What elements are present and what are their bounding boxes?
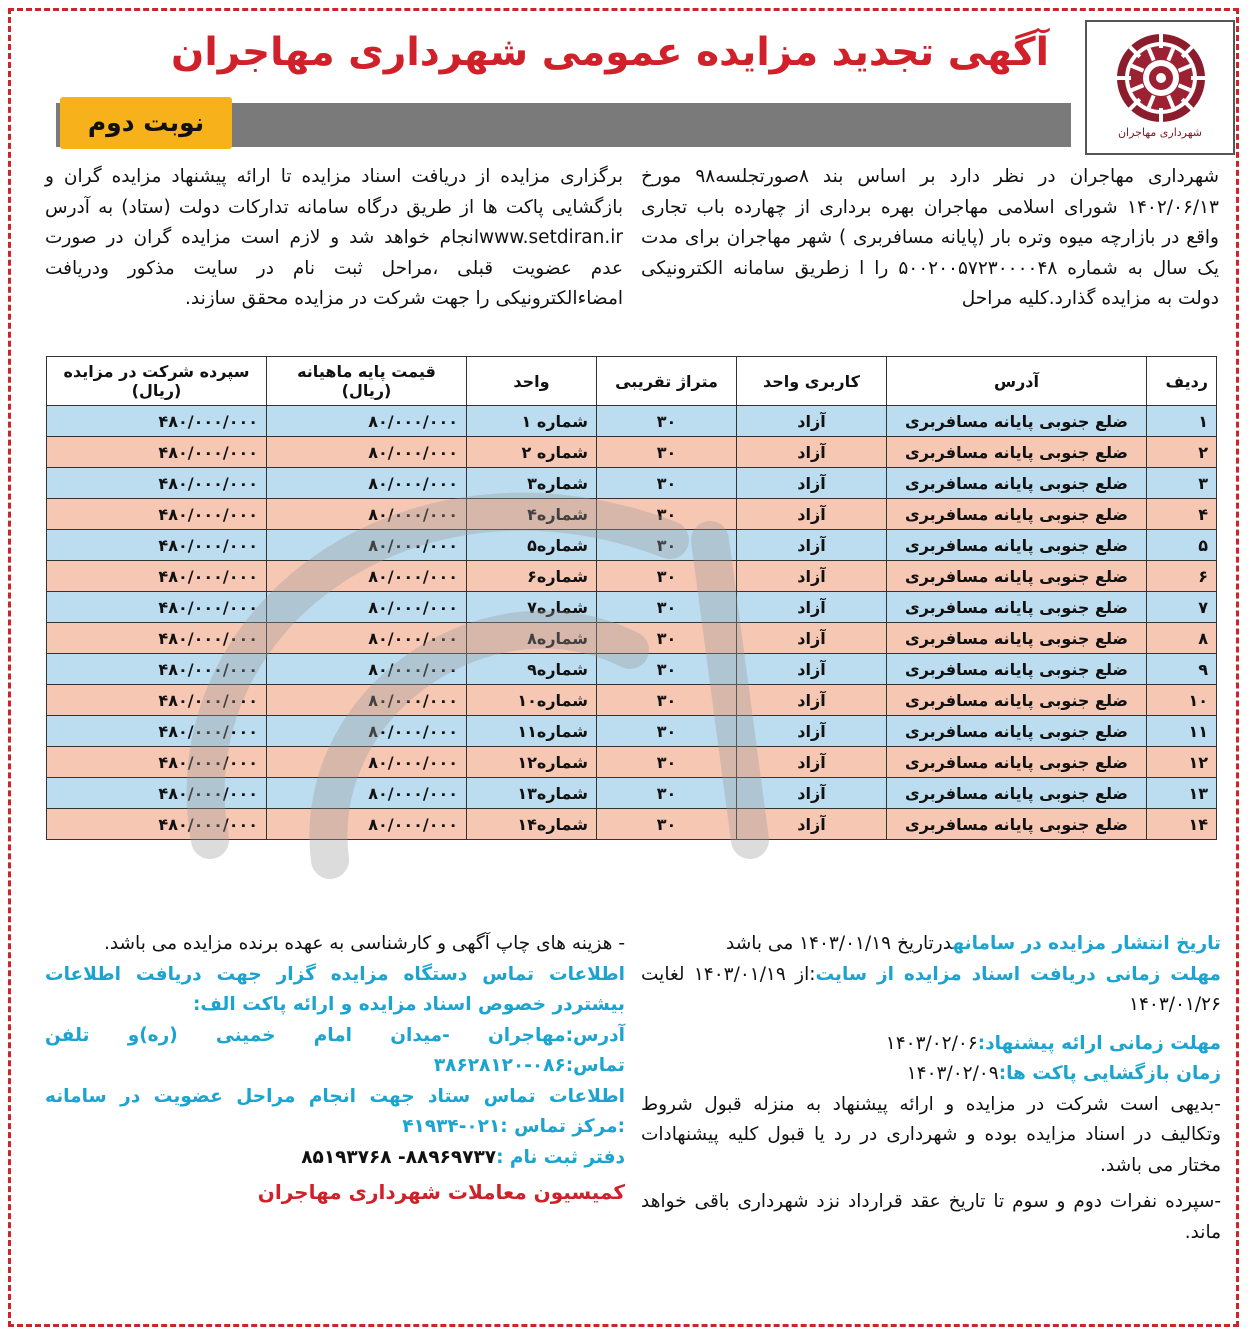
cell-price: ۸۰/۰۰۰/۰۰۰ bbox=[267, 468, 467, 499]
cell-area: ۳۰ bbox=[597, 623, 737, 654]
table-row bbox=[47, 654, 1217, 685]
cell-address: ضلع جنوبی پایانه مسافربری bbox=[887, 809, 1147, 840]
cell-price: ۸۰/۰۰۰/۰۰۰ bbox=[267, 747, 467, 778]
table-row bbox=[47, 685, 1217, 716]
cell-usage: آزاد bbox=[737, 809, 887, 840]
cell-usage: آزاد bbox=[737, 747, 887, 778]
cell-idx: ۲ bbox=[1147, 437, 1217, 468]
address-line bbox=[45, 1021, 625, 1082]
cell-unit: شماره۵ bbox=[467, 530, 597, 561]
cell-address: ضلع جنوبی پایانه مسافربری bbox=[887, 468, 1147, 499]
cell-deposit: ۴۸۰/۰۰۰/۰۰۰ bbox=[47, 437, 267, 468]
cell-area: ۳۰ bbox=[597, 809, 737, 840]
table-row bbox=[47, 592, 1217, 623]
cell-price: ۸۰/۰۰۰/۰۰۰ bbox=[267, 437, 467, 468]
cell-area: ۳۰ bbox=[597, 747, 737, 778]
cell-area: ۳۰ bbox=[597, 685, 737, 716]
cell-idx: ۱۴ bbox=[1147, 809, 1217, 840]
table-row bbox=[47, 623, 1217, 654]
publish-date-line bbox=[641, 929, 1221, 960]
address-text: آدرس:مهاجران -میدان امام خمینی (ره)و تلفن تماس: bbox=[45, 1024, 625, 1076]
cell-area: ۳۰ bbox=[597, 592, 737, 623]
committee-signature: کمیسیون معاملات شهرداری مهاجران bbox=[257, 1180, 625, 1204]
cell-deposit: ۴۸۰/۰۰۰/۰۰۰ bbox=[47, 592, 267, 623]
cell-unit: شماره۷ bbox=[467, 592, 597, 623]
cell-price: ۸۰/۰۰۰/۰۰۰ bbox=[267, 406, 467, 437]
offer-date: ۱۴۰۳/۰۲/۰۶ bbox=[885, 1032, 978, 1054]
cell-price: ۸۰/۰۰۰/۰۰۰ bbox=[267, 809, 467, 840]
header-idx: ردیف bbox=[1147, 357, 1217, 406]
cell-address: ضلع جنوبی پایانه مسافربری bbox=[887, 561, 1147, 592]
cell-area: ۳۰ bbox=[597, 499, 737, 530]
cell-address: ضلع جنوبی پایانه مسافربری bbox=[887, 406, 1147, 437]
cell-usage: آزاد bbox=[737, 468, 887, 499]
cell-deposit: ۴۸۰/۰۰۰/۰۰۰ bbox=[47, 468, 267, 499]
cell-idx: ۹ bbox=[1147, 654, 1217, 685]
table-row bbox=[47, 561, 1217, 592]
table-body bbox=[47, 406, 1217, 840]
cell-idx: ۴ bbox=[1147, 499, 1217, 530]
cell-unit: شماره۹ bbox=[467, 654, 597, 685]
cell-idx: ۱ bbox=[1147, 406, 1217, 437]
header-deposit: سپرده شرکت در مزایده (ریال) bbox=[47, 357, 267, 406]
cell-deposit: ۴۸۰/۰۰۰/۰۰۰ bbox=[47, 654, 267, 685]
cell-deposit: ۴۸۰/۰۰۰/۰۰۰ bbox=[47, 685, 267, 716]
cell-price: ۸۰/۰۰۰/۰۰۰ bbox=[267, 685, 467, 716]
cell-usage: آزاد bbox=[737, 561, 887, 592]
info-heading: اطلاعات تماس دستگاه مزایده گزار جهت دریافت اطلاعات بیشتردر خصوص اسناد مزایده و ارائه پاکت الف: bbox=[45, 963, 625, 1015]
table-row bbox=[47, 778, 1217, 809]
cell-unit: شماره۱۴ bbox=[467, 809, 597, 840]
cell-usage: آزاد bbox=[737, 716, 887, 747]
auction-table bbox=[46, 356, 1217, 840]
table-row bbox=[47, 499, 1217, 530]
cell-address: ضلع جنوبی پایانه مسافربری bbox=[887, 747, 1147, 778]
cell-address: ضلع جنوبی پایانه مسافربری bbox=[887, 592, 1147, 623]
cell-price: ۸۰/۰۰۰/۰۰۰ bbox=[267, 561, 467, 592]
logo-caption: شهرداری مهاجران bbox=[1117, 126, 1203, 139]
cell-area: ۳۰ bbox=[597, 468, 737, 499]
cell-area: ۳۰ bbox=[597, 716, 737, 747]
cell-price: ۸۰/۰۰۰/۰۰۰ bbox=[267, 499, 467, 530]
registry-phones: ۸۸۹۶۹۷۳۷- ۸۵۱۹۳۷۶۸ bbox=[301, 1146, 497, 1168]
docs-label: مهلت زمانی دریافت اسناد مزایده از سایت bbox=[815, 963, 1221, 985]
registry-line bbox=[45, 1143, 625, 1174]
cell-deposit: ۴۸۰/۰۰۰/۰۰۰ bbox=[47, 778, 267, 809]
cell-area: ۳۰ bbox=[597, 561, 737, 592]
cell-area: ۳۰ bbox=[597, 437, 737, 468]
cell-unit: شماره۱۰ bbox=[467, 685, 597, 716]
setad-heading: اطلاعات تماس ستاد جهت انجام مراحل عضویت در سامانه :مرکز تماس : bbox=[45, 1085, 625, 1137]
cell-address: ضلع جنوبی پایانه مسافربری bbox=[887, 530, 1147, 561]
table-row bbox=[47, 406, 1217, 437]
cell-idx: ۶ bbox=[1147, 561, 1217, 592]
contact-phone: ۰۸۶-۳۸۶۲۸۱۲۰ bbox=[433, 1055, 566, 1076]
publish-label: تاریخ انتشار مزایده در سامانه bbox=[952, 933, 1221, 954]
cell-unit: شماره۱۲ bbox=[467, 747, 597, 778]
cell-price: ۸۰/۰۰۰/۰۰۰ bbox=[267, 592, 467, 623]
cell-deposit: ۴۸۰/۰۰۰/۰۰۰ bbox=[47, 406, 267, 437]
cell-address: ضلع جنوبی پایانه مسافربری bbox=[887, 778, 1147, 809]
cell-idx: ۸ bbox=[1147, 623, 1217, 654]
costs-note: - هزینه های چاپ آگهی و کارشناسی به عهده برنده مزایده می باشد. bbox=[103, 933, 625, 954]
cell-deposit: ۴۸۰/۰۰۰/۰۰۰ bbox=[47, 809, 267, 840]
cell-price: ۸۰/۰۰۰/۰۰۰ bbox=[267, 530, 467, 561]
table-row bbox=[47, 530, 1217, 561]
opening-date-line bbox=[641, 1059, 1221, 1090]
cell-deposit: ۴۸۰/۰۰۰/۰۰۰ bbox=[47, 623, 267, 654]
table-row bbox=[47, 747, 1217, 778]
cell-idx: ۷ bbox=[1147, 592, 1217, 623]
offer-label: مهلت زمانی ارائه پیشنهاد: bbox=[977, 1032, 1221, 1054]
offer-deadline-line bbox=[641, 1029, 1221, 1060]
cell-deposit: ۴۸۰/۰۰۰/۰۰۰ bbox=[47, 499, 267, 530]
opening-label: زمان بازگشایی پاکت ها: bbox=[998, 1063, 1221, 1084]
cell-address: ضلع جنوبی پایانه مسافربری bbox=[887, 716, 1147, 747]
opening-date: ۱۴۰۳/۰۲/۰۹ bbox=[906, 1063, 999, 1084]
cell-price: ۸۰/۰۰۰/۰۰۰ bbox=[267, 654, 467, 685]
cell-idx: ۱۳ bbox=[1147, 778, 1217, 809]
docs-deadline-line bbox=[641, 960, 1221, 1021]
intro-paragraph-right: شهرداری مهاجران در نظر دارد بر اساس بند ۸صورتجلسه۹۸ مورخ ۱۴۰۲/۰۶/۱۳ شورای اسلامی مهاجران بهره برداری از چهارده باب تجاری واقع در بازارچه میوه وتره بار (پایانه مسافربری ) شهر مهاجران برای مدت یک سال به شماره ۵۰۰۲۰۰۵۷۲۳۰۰۰۰۴۸ را ا زطریق سامانه الکترونیکی دولت به مزایده گذارد.کلیه مراحل bbox=[641, 166, 1219, 309]
cell-address: ضلع جنوبی پایانه مسافربری bbox=[887, 499, 1147, 530]
registry-label: دفتر ثبت نام : bbox=[496, 1146, 625, 1168]
contact-section bbox=[45, 929, 625, 1208]
cell-address: ضلع جنوبی پایانه مسافربری bbox=[887, 437, 1147, 468]
cell-usage: آزاد bbox=[737, 437, 887, 468]
cell-area: ۳۰ bbox=[597, 530, 737, 561]
cell-unit: شماره۱۳ bbox=[467, 778, 597, 809]
cell-unit: شماره ۲ bbox=[467, 437, 597, 468]
cell-area: ۳۰ bbox=[597, 406, 737, 437]
cell-idx: ۵ bbox=[1147, 530, 1217, 561]
header-unit: واحد bbox=[467, 357, 597, 406]
cell-unit: شماره۶ bbox=[467, 561, 597, 592]
cell-address: ضلع جنوبی پایانه مسافربری bbox=[887, 685, 1147, 716]
header-address: آدرس bbox=[887, 357, 1147, 406]
cell-price: ۸۰/۰۰۰/۰۰۰ bbox=[267, 778, 467, 809]
cell-price: ۸۰/۰۰۰/۰۰۰ bbox=[267, 716, 467, 747]
setad-line bbox=[45, 1082, 625, 1143]
header-usage: کاربری واحد bbox=[737, 357, 887, 406]
cell-area: ۳۰ bbox=[597, 778, 737, 809]
cell-deposit: ۴۸۰/۰۰۰/۰۰۰ bbox=[47, 530, 267, 561]
logo-rosette-icon bbox=[1115, 32, 1207, 124]
cell-idx: ۱۰ bbox=[1147, 685, 1217, 716]
table-row bbox=[47, 809, 1217, 840]
cell-area: ۳۰ bbox=[597, 654, 737, 685]
cell-unit: شماره۱۱ bbox=[467, 716, 597, 747]
cell-idx: ۱۲ bbox=[1147, 747, 1217, 778]
header-area: متراژ تقریبی bbox=[597, 357, 737, 406]
note-deposit: -سپرده نفرات دوم و سوم تا تاریخ عقد قرارداد نزد شهرداری باقی خواهد ماند. bbox=[641, 1191, 1221, 1243]
table-row bbox=[47, 437, 1217, 468]
cell-deposit: ۴۸۰/۰۰۰/۰۰۰ bbox=[47, 716, 267, 747]
schedule-section bbox=[641, 929, 1221, 1248]
cell-unit: شماره۴ bbox=[467, 499, 597, 530]
cell-usage: آزاد bbox=[737, 685, 887, 716]
cell-usage: آزاد bbox=[737, 499, 887, 530]
intro-paragraph-left: برگزاری مزایده از دریافت اسناد مزایده تا ارائه پیشنهاد مزایده گران و بازگشایی پاکت ها از طریق درگاه سامانه تدارکات دولت (ستاد) به آدرس www.setdiran.irانجام خواهد شد و لازم است مزایده گران در صورت عدم عضویت قبلی ،مراحل ثبت نام در سایت مذکور ودریافت امضاءالکترونیکی را جهت شرکت در مزایده محقق سازند. bbox=[45, 166, 623, 309]
cell-usage: آزاد bbox=[737, 592, 887, 623]
cell-idx: ۱۱ bbox=[1147, 716, 1217, 747]
cell-deposit: ۴۸۰/۰۰۰/۰۰۰ bbox=[47, 747, 267, 778]
cell-unit: شماره ۱ bbox=[467, 406, 597, 437]
cell-address: ضلع جنوبی پایانه مسافربری bbox=[887, 623, 1147, 654]
table-header-row bbox=[47, 357, 1217, 406]
cell-deposit: ۴۸۰/۰۰۰/۰۰۰ bbox=[47, 561, 267, 592]
round-badge: نوبت دوم bbox=[60, 97, 232, 149]
docs-text: :از ۱۴۰۳/۰۱/۱۹ لغایت ۱۴۰۳/۰۱/۲۶ bbox=[641, 963, 1221, 1015]
cell-price: ۸۰/۰۰۰/۰۰۰ bbox=[267, 623, 467, 654]
cell-usage: آزاد bbox=[737, 530, 887, 561]
note-acceptance: -بدیهی است شرکت در مزایده و ارائه پیشنهاد به منزله قبول شروط وتکالیف در اسناد مزایده بوده و شهرداری در رد یا قبول کلیه پیشنهادات مختار می باشد. bbox=[641, 1093, 1221, 1176]
table-row bbox=[47, 716, 1217, 747]
header-price: قیمت پایه ماهیانه (ریال) bbox=[267, 357, 467, 406]
cell-usage: آزاد bbox=[737, 654, 887, 685]
cell-usage: آزاد bbox=[737, 778, 887, 809]
cell-usage: آزاد bbox=[737, 623, 887, 654]
municipality-logo bbox=[1085, 20, 1235, 155]
cell-unit: شماره۸ bbox=[467, 623, 597, 654]
table-row bbox=[47, 468, 1217, 499]
publish-text: درتاریخ ۱۴۰۳/۰۱/۱۹ می باشد bbox=[726, 933, 953, 954]
cell-unit: شماره۳ bbox=[467, 468, 597, 499]
setad-phone: ۰۲۱-۴۱۹۳۴ bbox=[402, 1116, 501, 1137]
cell-address: ضلع جنوبی پایانه مسافربری bbox=[887, 654, 1147, 685]
notice-title: آگهی تجدید مزایده عمومی شهرداری مهاجران bbox=[171, 30, 1049, 75]
cell-idx: ۳ bbox=[1147, 468, 1217, 499]
cell-usage: آزاد bbox=[737, 406, 887, 437]
